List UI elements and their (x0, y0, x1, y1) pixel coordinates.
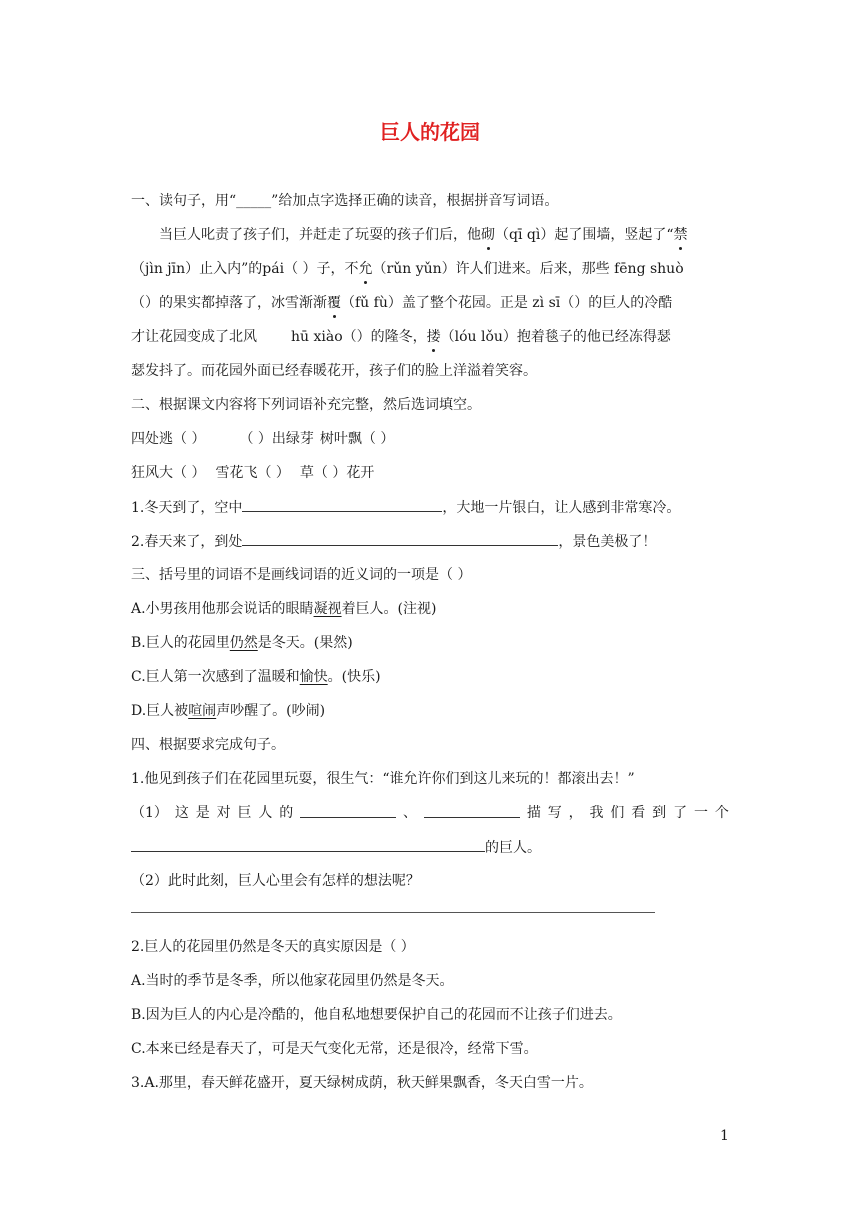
section-2-heading: 二、根据课文内容将下列词语补充完整，然后选词填空。 (131, 397, 481, 413)
text: 人 (258, 805, 273, 821)
question-4-1-1 (131, 803, 729, 823)
dotted-char: 覆 (327, 295, 341, 311)
dotted-char: 砌 (481, 227, 495, 243)
s1-paragraph-line-2 (131, 259, 684, 279)
word-row-1 (131, 429, 394, 449)
underlined-word: 仍然 (229, 635, 258, 651)
word-item: 雪花飞（ ） (215, 465, 290, 481)
text: 我 (589, 805, 604, 821)
text: 声吵醒了。(吵闹) (216, 703, 326, 719)
text: （fǔ fù）盖了整个花园。正是 zì sī（）的巨人的冷酷 (341, 295, 673, 311)
text: （）的果实都掉落了，冰雪渐渐 (131, 295, 327, 311)
text: 着巨人。(注视) (341, 601, 437, 617)
answer-blank[interactable] (131, 837, 485, 852)
dotted-char: 禁 (673, 227, 688, 243)
text: （1） (131, 805, 168, 821)
text: 描 (526, 805, 541, 821)
word-item: 草（ ）花开 (299, 465, 375, 481)
text: （jìn jīn）止入内”的pái（ ）子，不 (131, 261, 359, 277)
question-4-3: 3.A.那里，春天鲜花盛开，夏天绿树成荫，秋天鲜果飘香，冬天白雪一片。 (131, 1075, 593, 1091)
text: （lóu lǒu）抱着毯子的他已经冻得瑟 (440, 329, 671, 345)
section-1-heading: 一、读句子，用“_____”给加点字选择正确的读音，根据拼音写词语。 (131, 193, 559, 209)
text: 。(快乐) (327, 669, 381, 685)
text: 写 (547, 805, 562, 821)
s1-paragraph-line-1 (159, 225, 688, 245)
text: 当巨人叱责了孩子们，并赶走了玩耍的孩子们后，他 (159, 227, 481, 243)
fill-question-1 (131, 497, 680, 518)
text: （qī qì）起了围墙，竖起了“ (495, 227, 674, 243)
underlined-word: 愉快 (299, 669, 328, 685)
page-number: 1 (720, 1128, 729, 1144)
text: 对 (216, 805, 231, 821)
answer-line[interactable] (131, 912, 655, 913)
underlined-word: 凝视 (313, 601, 342, 617)
text: 个 (714, 805, 729, 821)
option-b (131, 633, 353, 653)
word-item: 狂风大（ ） (131, 465, 206, 481)
underlined-word: 喧闹 (188, 703, 217, 719)
document-title: 巨人的花园 (380, 120, 480, 144)
q2-option-b: B.因为巨人的内心是冷酷的，他自私地想要保护自己的花园而不让孩子们进去。 (131, 1007, 622, 1023)
answer-blank[interactable] (424, 803, 520, 818)
text: 是冬天。(果然) (257, 635, 353, 651)
text: 这 (174, 805, 189, 821)
option-d (131, 701, 325, 721)
answer-blank[interactable] (300, 803, 396, 818)
s1-paragraph-line-4 (131, 327, 671, 347)
question-4-1-2: （2）此时此刻，巨人心里会有怎样的想法呢？ (131, 873, 420, 889)
text: 了 (673, 805, 688, 821)
text: 才让花园变成了北风 (131, 329, 257, 345)
s1-paragraph-line-3 (131, 293, 672, 313)
q2-option-a: A.当时的季节是冬季，所以他家花园里仍然是冬天。 (131, 973, 454, 989)
text: 巨 (237, 805, 252, 821)
text: ，景色美极了！ (558, 534, 657, 550)
text: 是 (195, 805, 210, 821)
text: 到 (652, 805, 667, 821)
word-item: 四处逃（ ） (131, 431, 206, 447)
text: A.小男孩用他那会说话的眼睛 (131, 601, 314, 617)
text: B.巨人的花园里 (131, 635, 230, 651)
text: （rǔn yǔn）许人们进来。后来，那些 fēng shuò (372, 261, 684, 277)
text: hū xiào（）的隆冬， (291, 329, 427, 345)
word-row-2 (131, 463, 374, 483)
section-3-heading: 三、括号里的词语不是画线词语的近义词的一项是（ ） (131, 567, 472, 583)
answer-blank[interactable] (242, 531, 558, 546)
s1-paragraph-line-5: 瑟发抖了。而花园外面已经春暖花开，孩子们的脸上洋溢着笑容。 (131, 363, 537, 379)
word-item: （ ）出绿芽 (239, 431, 314, 447)
text: ， (568, 805, 583, 821)
text: 看 (631, 805, 646, 821)
word-item: 树叶飘（ ） (319, 431, 395, 447)
section-4-heading: 四、根据要求完成句子。 (131, 737, 285, 753)
text: 的 (279, 805, 294, 821)
text: 一 (693, 805, 708, 821)
text: C.巨人第一次感到了温暖和 (131, 669, 300, 685)
dotted-char: 搂 (426, 329, 441, 345)
text: D.巨人被 (131, 703, 189, 719)
text: 的巨人。 (485, 840, 541, 856)
option-c (131, 667, 381, 687)
text: 2.春天来了，到处 (131, 534, 243, 550)
fill-question-2 (131, 531, 656, 552)
text: ，大地一片银白，让人感到非常寒冷。 (442, 500, 681, 516)
question-4-2: 2.巨人的花园里仍然是冬天的真实原因是（ ） (131, 939, 415, 955)
text: 们 (610, 805, 625, 821)
question-4-1-1-cont (131, 837, 541, 858)
option-a (131, 599, 437, 619)
q2-option-c: C.本来已经是春天了，可是天气变化无常，还是很冷，经常下雪。 (131, 1041, 538, 1057)
text: 、 (403, 805, 418, 821)
dotted-char: 允 (358, 261, 373, 277)
question-4-1: 1.他见到孩子们在花园里玩耍，很生气：“谁允许你们到这儿来玩的！都滚出去！” (131, 771, 635, 787)
text: 1.冬天到了，空中 (131, 500, 243, 516)
answer-blank[interactable] (242, 497, 442, 512)
